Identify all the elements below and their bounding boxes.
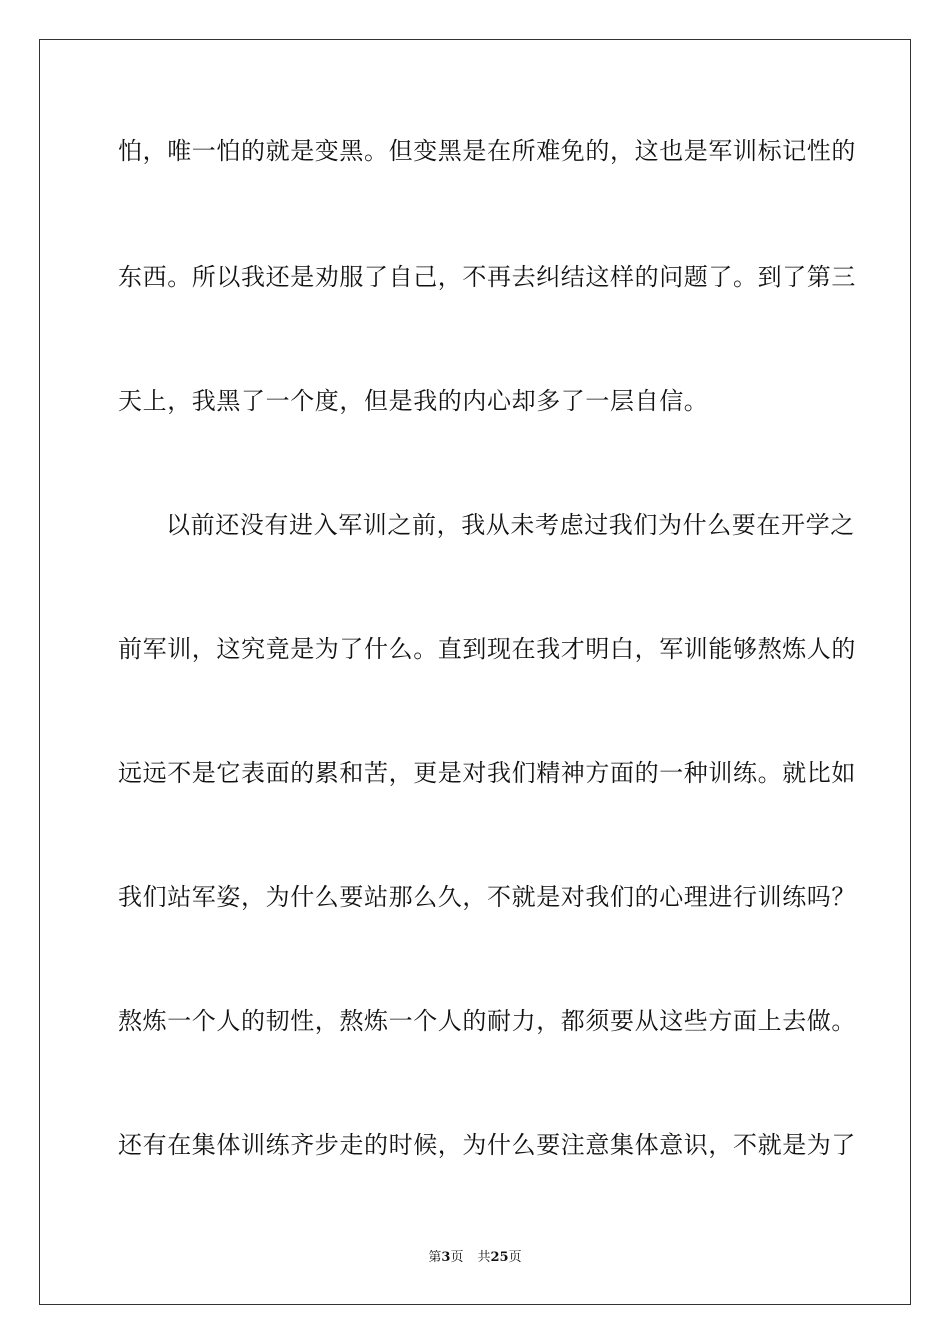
page-border	[39, 39, 911, 1305]
text-line: 还有在集体训练齐步走的时候，为什么要注意集体意识，不就是为了	[118, 1131, 856, 1159]
page-suffix: 页	[450, 1250, 464, 1265]
total-suffix: 页	[508, 1250, 522, 1265]
text-line: 东西。所以我还是劝服了自己，不再去纠结这样的问题了。到了第三	[118, 263, 856, 291]
page-number: 3	[441, 1250, 451, 1265]
text-line: 远远不是它表面的累和苦，更是对我们精神方面的一种训练。就比如	[118, 759, 856, 787]
total-pages: 25	[490, 1250, 509, 1265]
text-line: 天上，我黑了一个度，但是我的内心却多了一层自信。	[118, 387, 709, 415]
page-footer	[0, 1250, 950, 1266]
total-prefix: 共	[477, 1250, 491, 1265]
page-prefix: 第	[428, 1250, 442, 1265]
text-line: 前军训，这究竟是为了什么。直到现在我才明白，军训能够熬炼人的	[118, 635, 856, 663]
text-line: 怕，唯一怕的就是变黑。但变黑是在所难免的，这也是军训标记性的	[118, 137, 856, 165]
text-line: 我们站军姿，为什么要站那么久，不就是对我们的心理进行训练吗？	[118, 883, 856, 911]
text-line: 以前还没有进入军训之前，我从未考虑过我们为什么要在开学之	[166, 511, 855, 539]
text-line: 熬炼一个人的韧性，熬炼一个人的耐力，都须要从这些方面上去做。	[118, 1007, 856, 1035]
